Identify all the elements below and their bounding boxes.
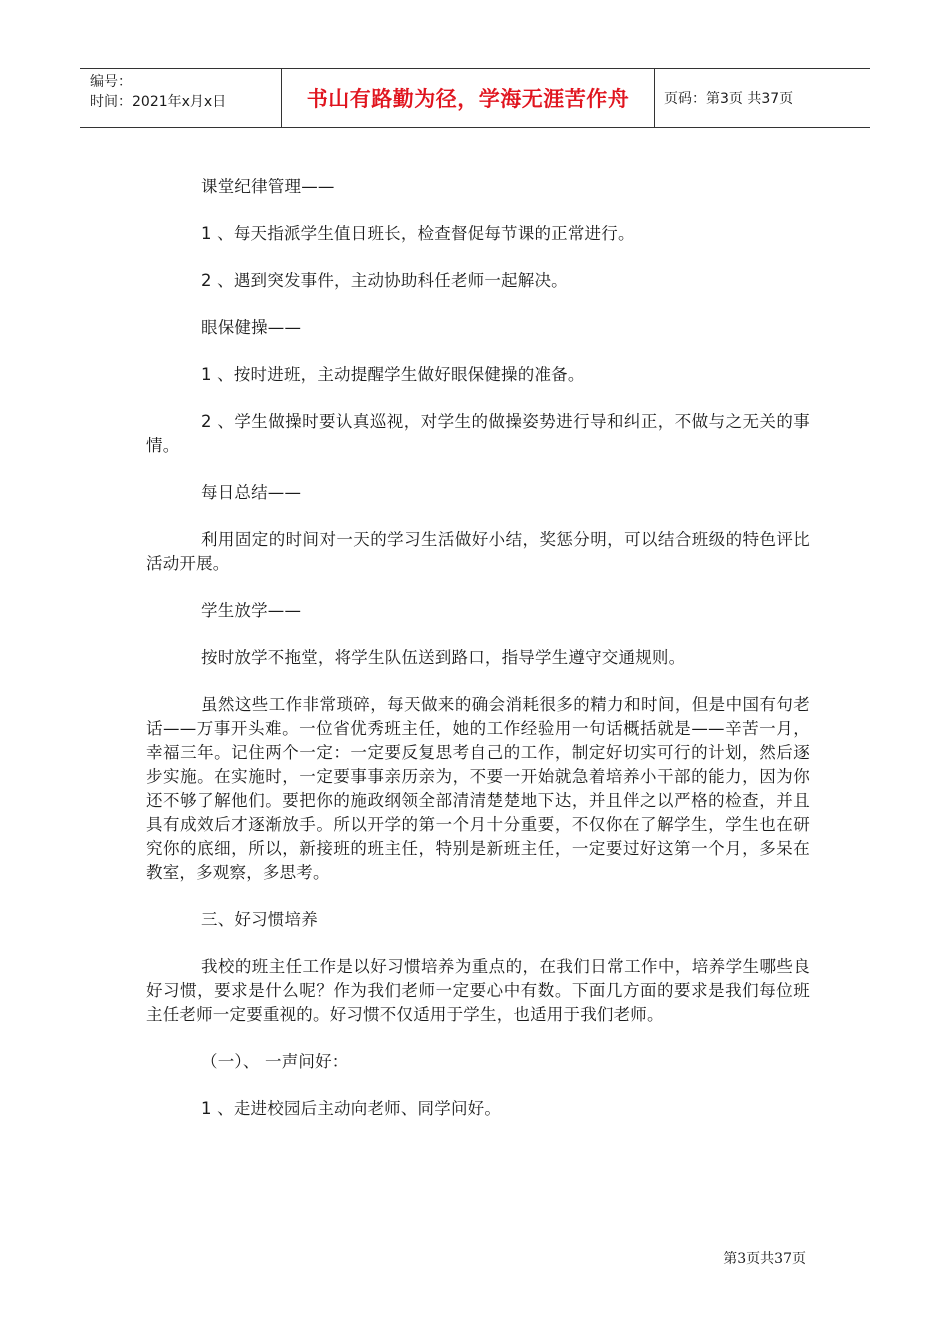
header-motto-cell — [282, 69, 655, 127]
paragraph: 1 、按时进班，主动提醒学生做好眼保健操的准备。 — [201, 365, 585, 384]
paragraph: 2 、遇到突发事件，主动协助科任老师一起解决。 — [201, 271, 568, 290]
paragraph: 学生放学—— — [201, 601, 302, 620]
header-page-cell — [655, 69, 870, 127]
date-label: 时间：2021年x月x日 — [90, 94, 227, 110]
motto-text: 书山有路勤为径，学海无涯苦作舟 — [306, 87, 630, 111]
paragraph: 虽然这些工作非常琐碎，每天做来的确会消耗很多的精力和时间，但是中国有句老话——万事开头难。一位省优秀班主任，她的工作经验用一句话概括就是——辛苦一月，幸福三年。记住两个一定：一定要反复思考自己的工作，制定好切实可行的计划，然后逐步实施。在实施时，一定要事事亲历亲为，不要一开始就急着培养小干部的能力，因为你还不够了解他们。要把你的施政纲领全部清清楚楚地下达，并且伴之以严格的检查，并且具有成效后才逐渐放手。所以开学的第一个月十分重要，不仅你在了解学生，学生也在研究你的底细，所以，新接班的班主任，特别是新班主任，一定要过好这第一个月，多呆在教室，多观察，多思考。 — [146, 695, 810, 882]
paragraph: 眼保健操—— — [201, 318, 302, 337]
header-page-info: 页码：第3页 共37页 — [664, 91, 794, 107]
paragraph: 1 、走进校园后主动向老师、同学问好。 — [201, 1099, 502, 1118]
section-heading: 三、好习惯培养 — [201, 910, 318, 929]
paragraph: 2 、学生做操时要认真巡视，对学生的做操姿势进行导和纠正，不做与之无关的事情。 — [146, 412, 810, 455]
paragraph: 我校的班主任工作是以好习惯培养为重点的，在我们日常工作中，培养学生哪些良好习惯，要求是什么呢？作为我们老师一定要心中有数。下面几方面的要求是我们每位班主任老师一定要重视的。好习惯不仅适用于学生，也适用于我们老师。 — [146, 957, 810, 1024]
paragraph: 按时放学不拖堂，将学生队伍送到路口，指导学生遵守交通规则。 — [201, 648, 686, 667]
document-body — [146, 175, 810, 1144]
paragraph: 利用固定的时间对一天的学习生活做好小结，奖惩分明，可以结合班级的特色评比活动开展。 — [146, 530, 810, 573]
header-meta — [80, 69, 282, 127]
paragraph: 课堂纪律管理—— — [201, 177, 335, 196]
page-header — [80, 68, 870, 128]
subsection-heading: （一）、 一声问好： — [201, 1052, 349, 1071]
serial-number-label: 编号： — [90, 74, 132, 90]
paragraph: 1 、每天指派学生值日班长，检查督促每节课的正常进行。 — [201, 224, 635, 243]
paragraph: 每日总结—— — [201, 483, 302, 502]
page-footer: 第3页共37页 — [723, 1251, 806, 1267]
